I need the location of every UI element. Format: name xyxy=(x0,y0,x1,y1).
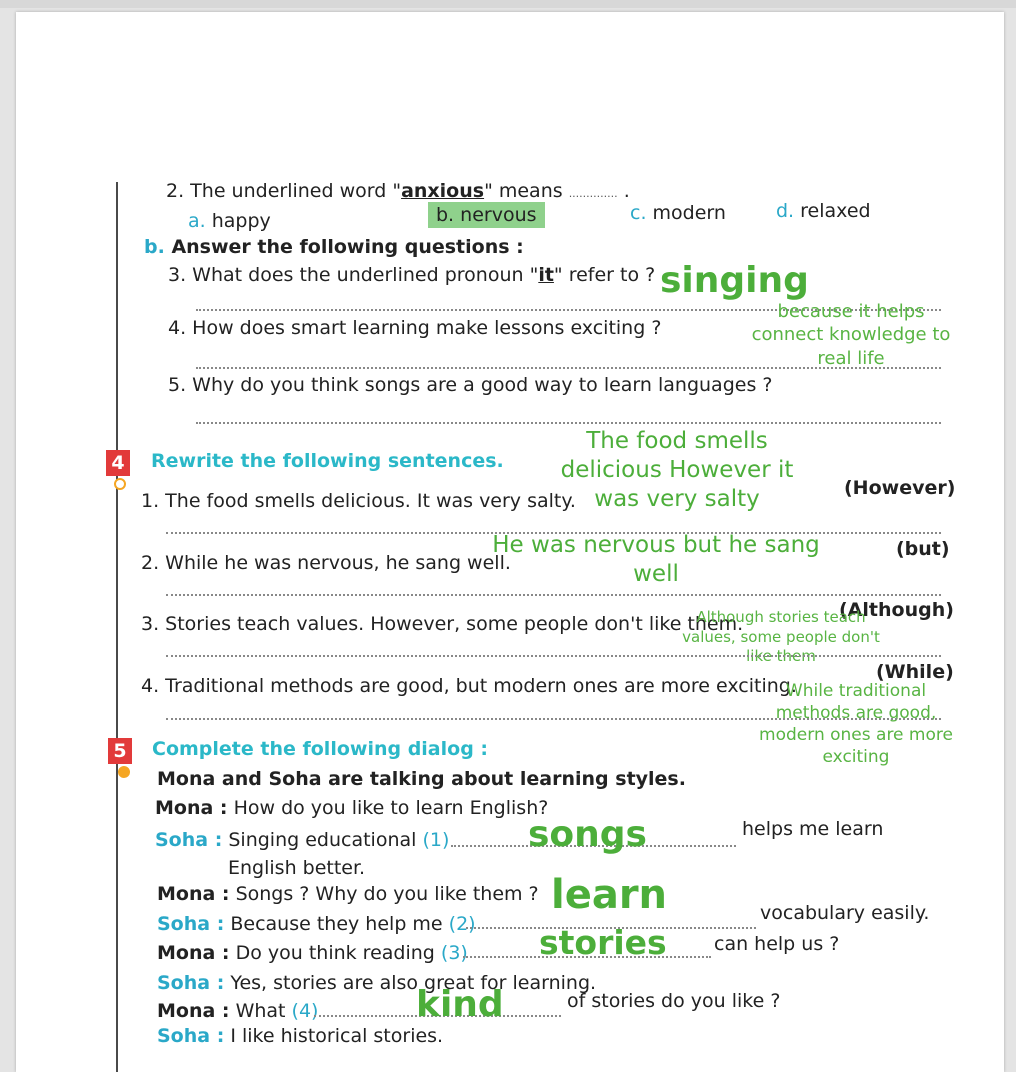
margin-line xyxy=(116,182,118,1072)
dialog-intro: Mona and Soha are talking about learning styles. xyxy=(157,768,686,790)
blank-number: (2) xyxy=(448,913,476,935)
q4-question: 4. How does smart learning make lessons exciting ? xyxy=(168,317,662,339)
option-letter: b. xyxy=(436,204,455,226)
s4-item3-sentence: 3. Stories teach values. However, some people don't like them. xyxy=(141,613,744,635)
q2-stem xyxy=(166,180,630,202)
dialog-line-2-after: helps me learn xyxy=(742,818,884,840)
q2-option-a[interactable] xyxy=(188,210,271,232)
section-5-title: Complete the following dialog : xyxy=(152,738,489,760)
s4-item3-handwritten-answer: Although stories teach values, some people don't like them xyxy=(682,608,880,665)
option-text: modern xyxy=(652,202,726,224)
q2-option-b-highlighted[interactable] xyxy=(428,202,545,228)
s4-item2-keyword: (but) xyxy=(896,538,950,560)
q3-text-before: 3. What does the underlined pronoun " xyxy=(168,264,539,286)
dialog-line-7 xyxy=(157,1000,318,1022)
blank-number: (4) xyxy=(291,1000,319,1022)
section-b-title: Answer the following questions : xyxy=(171,236,524,258)
speaker-soha: Soha : xyxy=(157,913,225,935)
s4-item2-handwritten-answer: He was nervous but he sang well xyxy=(492,532,820,587)
q4-handwritten-answer: because it helps connect knowledge to real life xyxy=(751,301,951,369)
speaker-mona: Mona : xyxy=(157,1000,230,1022)
q3-pronoun: it xyxy=(538,264,554,286)
dialog-line-3 xyxy=(157,883,539,905)
q3-text-after: " refer to ? xyxy=(553,264,656,286)
dialog-text: How do you like to learn English? xyxy=(233,797,549,819)
blank-3-handwritten-answer: stories xyxy=(539,923,667,962)
s4-item4-keyword: (While) xyxy=(876,661,954,683)
s4-item3-keyword: (Although) xyxy=(839,599,954,621)
dialog-text: Because they help me xyxy=(230,913,443,935)
q2-prefix: 2. The underlined word " xyxy=(166,180,402,202)
s4-item4-answer-line[interactable] xyxy=(166,718,941,720)
speaker-soha: Soha : xyxy=(157,1025,225,1047)
dialog-line-5-after: can help us ? xyxy=(714,933,840,955)
dialog-line-7-after: of stories do you like ? xyxy=(567,990,781,1012)
option-letter: a. xyxy=(188,210,206,232)
dialog-line-2-continued: English better. xyxy=(228,857,366,879)
blank-1-handwritten-answer: songs xyxy=(528,814,647,855)
dialog-text: Yes, stories are also great for learning. xyxy=(230,972,597,994)
s4-item3-answer-line[interactable] xyxy=(166,655,941,657)
dialog-line-2 xyxy=(155,829,449,851)
blank-4-handwritten-answer: kind xyxy=(416,984,504,1025)
worksheet-page xyxy=(16,12,1004,1072)
s4-item1-handwritten-answer: The food smells delicious However it was very salty xyxy=(560,428,794,512)
dialog-line-5 xyxy=(157,942,468,964)
dialog-text: I like historical stories. xyxy=(230,1025,444,1047)
section-4-title: Rewrite the following sentences. xyxy=(151,450,504,472)
speaker-soha: Soha : xyxy=(157,972,225,994)
s4-item2-answer-line[interactable] xyxy=(166,594,941,596)
q2-end: . xyxy=(623,180,630,202)
section-b-heading xyxy=(144,236,524,258)
option-text: nervous xyxy=(460,204,537,226)
q2-suffix: " means xyxy=(484,180,563,202)
s4-item1-keyword: (However) xyxy=(844,477,956,499)
option-letter: c. xyxy=(630,202,647,224)
q3-handwritten-answer: singing xyxy=(660,260,809,301)
section-b-label: b. xyxy=(144,236,165,258)
speaker-mona: Mona : xyxy=(157,942,230,964)
q5-question: 5. Why do you think songs are a good way to learn languages ? xyxy=(168,374,773,396)
option-letter: d. xyxy=(776,200,795,222)
option-text: happy xyxy=(211,210,271,232)
blank-number: (3) xyxy=(440,942,468,964)
section-5-number: 5 xyxy=(108,738,132,764)
q2-blank: .............. xyxy=(568,187,618,200)
s4-item2-sentence: 2. While he was nervous, he sang well. xyxy=(141,552,511,574)
q2-option-d[interactable] xyxy=(776,200,871,222)
s4-item4-sentence: 4. Traditional methods are good, but modern ones are more exciting. xyxy=(141,675,797,697)
section-4-dot xyxy=(114,478,126,490)
speaker-soha: Soha : xyxy=(155,829,223,851)
dialog-line-4 xyxy=(157,913,476,935)
q3-question xyxy=(168,264,655,286)
dialog-text: Songs ? Why do you like them ? xyxy=(235,883,539,905)
blank-number: (1) xyxy=(422,829,450,851)
q5-answer-line[interactable] xyxy=(196,422,941,424)
dialog-line-8 xyxy=(157,1025,443,1047)
speaker-mona: Mona : xyxy=(155,797,228,819)
dialog-text: Singing educational xyxy=(228,829,417,851)
dialog-line-6 xyxy=(157,972,596,994)
q2-underlined-word: anxious xyxy=(401,180,485,202)
dialog-line-4-after: vocabulary easily. xyxy=(760,902,930,924)
speaker-mona: Mona : xyxy=(157,883,230,905)
option-text: relaxed xyxy=(800,200,871,222)
section-5-dot xyxy=(118,766,130,778)
section-4-number: 4 xyxy=(106,450,130,476)
top-bar xyxy=(0,0,1016,8)
blank-2-handwritten-answer: learn xyxy=(551,872,668,918)
q2-option-c[interactable] xyxy=(630,202,726,224)
s4-item4-handwritten-answer: While traditional methods are good, modern ones are more exciting xyxy=(759,681,953,768)
dialog-line-1 xyxy=(155,797,548,819)
q4-answer-line[interactable] xyxy=(196,367,941,369)
dialog-text: What xyxy=(235,1000,286,1022)
s4-item1-sentence: 1. The food smells delicious. It was very salty. xyxy=(141,490,576,512)
dialog-text: Do you think reading xyxy=(235,942,435,964)
